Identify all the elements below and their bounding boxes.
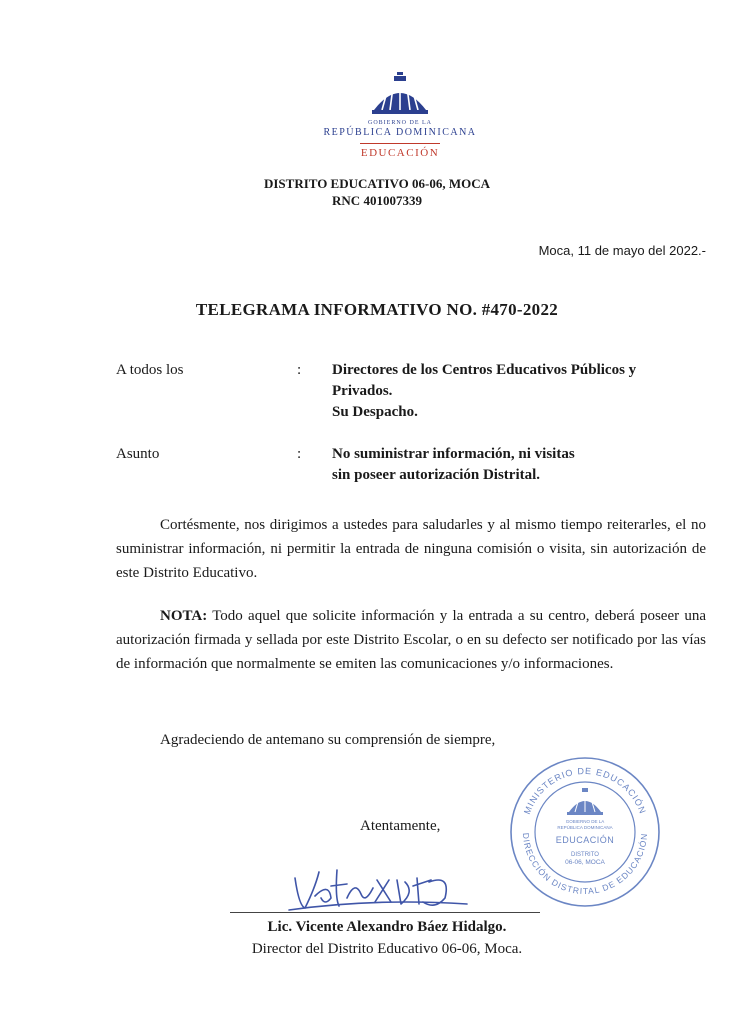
subject-label: Asunto (116, 446, 160, 462)
stamp-outer-bottom: DIRECCIÓN DISTRITAL DE EDUCACIÓN (520, 832, 650, 897)
closing-salutation: Atentamente, (360, 818, 441, 834)
official-stamp (505, 752, 665, 912)
body-paragraph-1: Cortésmente, nos dirigimos a ustedes para saludarles y al mismo tiempo reiterarles, el no suministrar información, ni permitir la entrada de ninguna comisión o visita, sin autorización de este Distrito Educativo. (116, 517, 706, 581)
to-label: A todos los (116, 362, 184, 378)
to-colon: : (297, 362, 302, 378)
stamp-inner-2: REPÚBLICA DOMINICANA (557, 825, 613, 830)
handwritten-signature (285, 858, 475, 918)
stamp-inner-3: EDUCACIÓN (555, 835, 615, 845)
subject-value (332, 444, 575, 486)
stamp-inner-5: 06-06, MOCA (565, 859, 605, 866)
to-value (332, 360, 636, 423)
stamp-inner-1: GOBIERNO DE LA (565, 819, 605, 824)
subject-line-1: No suministrar información, ni visitas (332, 446, 575, 462)
note-label: NOTA: (160, 608, 208, 624)
district-heading: DISTRITO EDUCATIVO 06-06, MOCA (263, 176, 491, 191)
rnc-heading: RNC 401007339 (332, 193, 422, 208)
stamp-inner-4: DISTRITO (571, 852, 599, 858)
to-line-1: Directores de los Centros Educativos Públicos y (332, 362, 637, 378)
body-paragraph-thanks: Agradeciendo de antemano su comprensión de siempre, (160, 732, 496, 748)
signature-line (230, 912, 540, 913)
stamp-outer-top: MINISTERIO DE EDUCACIÓN (521, 765, 649, 816)
body-paragraph-note (116, 604, 706, 676)
subject-colon: : (297, 446, 302, 462)
signatory-title: Director del Distrito Educativo 06-06, Moca. (251, 941, 523, 957)
logo-line-education: EDUCACIÓN (360, 147, 440, 159)
to-line-2: Privados. (332, 383, 393, 399)
subject-line-2: sin poseer autorización Distrital. (332, 467, 541, 483)
logo-line-republic: REPÚBLICA DOMINICANA (323, 127, 477, 138)
signatory-name: Lic. Vicente Alexandro Báez Hidalgo. (267, 919, 507, 935)
to-line-3: Su Despacho. (332, 404, 418, 420)
letter-date: Moca, 11 de mayo del 2022.- (538, 243, 706, 258)
logo-line-government: GOBIERNO DE LA (368, 120, 432, 126)
note-text: Todo aquel que solicite información y la entrada a su centro, deberá poseer una autorización firmada y sellada por este Distrito Escolar, o en su defecto ser notificado por las vías de información que normalmente se emiten las comunicaciones y/o informaciones. (116, 608, 706, 672)
telegram-title: TELEGRAMA INFORMATIVO NO. #470-2022 (195, 300, 559, 319)
logo-divider (360, 143, 440, 144)
dome-emblem-icon (370, 70, 430, 118)
ministry-logo (300, 70, 500, 165)
stamp-dome-icon (567, 788, 603, 815)
